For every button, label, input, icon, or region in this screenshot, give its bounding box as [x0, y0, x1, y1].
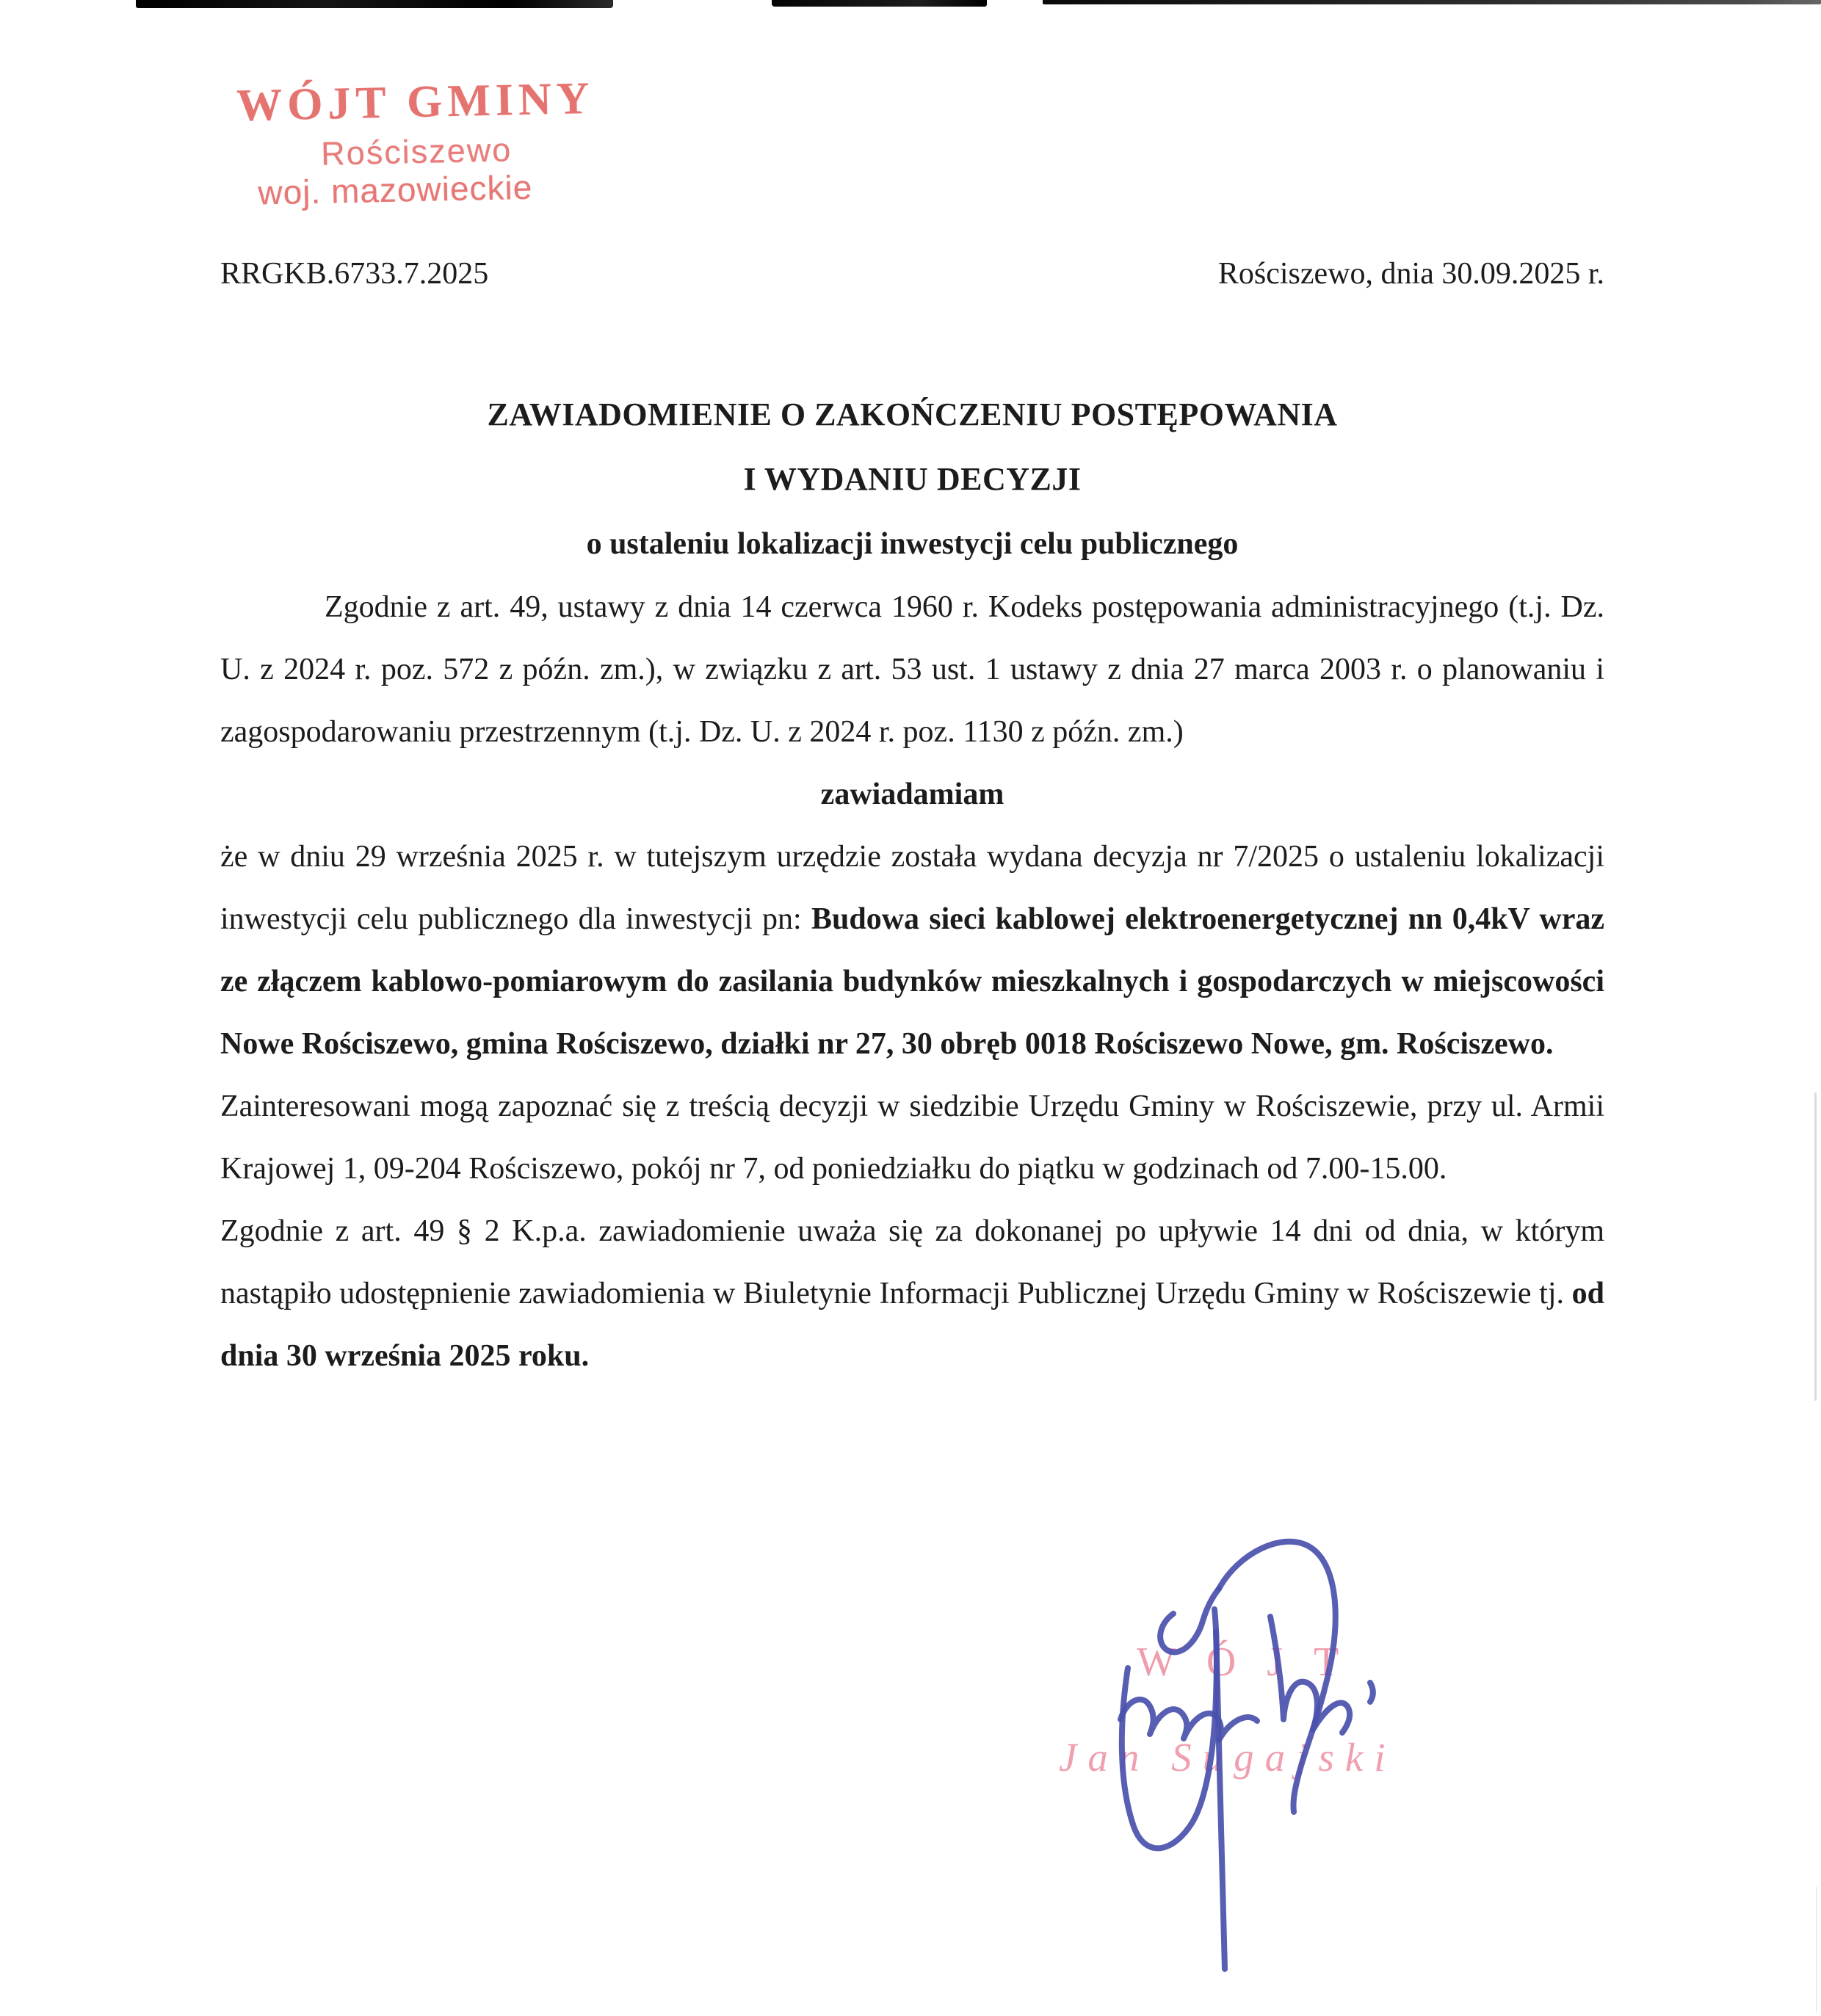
signer-name-stamp: Jan Sugajski — [1059, 1735, 1397, 1780]
document-title — [220, 382, 1604, 576]
handwritten-signature — [1050, 1527, 1564, 2016]
paragraph-decision-investment-name: Budowa sieci kablowej elektroenergetycznej nn 0,4kV wraz ze złączem kablowo-pomiarowym do zasilania budynków mieszkalnych i gospodarczych w miejscowości Nowe Rościszewo, gmina Rościszewo, działki nr 27, 30 obręb 0018 Rościszewo Nowe, gm. Rościszewo. — [220, 902, 1604, 1061]
title-line-2: I WYDANIU DECYZJI — [743, 461, 1082, 497]
scan-artifact-bar — [1043, 0, 1821, 4]
document-body — [0, 255, 1821, 1388]
paragraph-effective-date-bold: od dnia 30 września 2025 roku. — [220, 1277, 1604, 1373]
scan-artifact-edge-line — [1816, 1887, 1817, 2012]
case-reference-number: RRGKB.6733.7.2025 — [220, 257, 489, 291]
paragraph-effective-date-intro: Zgodnie z art. 49 § 2 K.p.a. zawiadomienie uważa się za dokonanej po upływie 14 dni od dnia, w którym nastąpiło udostępnienie zawiadomienia w Biuletynie Informacji Publicznej Urzędu Gminy w Rościszewie tj. — [220, 1214, 1604, 1310]
paragraph-effective-date — [220, 1200, 1604, 1388]
title-line-3: o ustaleniu lokalizacji inwestycji celu publicznego — [586, 527, 1239, 561]
stamp-municipality: Rościszewo — [320, 131, 513, 173]
reference-row — [220, 255, 1604, 293]
paragraph-availability: Zainteresowani mogą zapoznać się z treścią decyzji w siedzibie Urzędu Gminy w Rościszewie, przy ul. Armii Krajowej 1, 09-204 Rościszewo, pokój nr 7, od poniedziałku do piątku w godzinach od 7.00-15.00. — [220, 1089, 1604, 1186]
scan-artifact-bar — [772, 0, 987, 7]
title-line-1: ZAWIADOMIENIE O ZAKOŃCZENIU POSTĘPOWANIA — [487, 396, 1338, 432]
signature-block — [1050, 1527, 1564, 2016]
notice-keyword: zawiadamiam — [820, 777, 1004, 811]
stamp-voivodeship: woj. mazowieckie — [257, 167, 533, 212]
signer-title-stamp: WÓJT — [1137, 1639, 1370, 1685]
office-stamp — [209, 75, 623, 211]
paragraph-legal-basis: Zgodnie z art. 49, ustawy z dnia 14 czerwca 1960 r. Kodeks postępowania administracyjnego (t.j. Dz. U. z 2024 r. poz. 572 z późn. zm.), w związku z art. 53 ust. 1 ustawy z dnia 27 marca 2003 r. o planowaniu i zagospodarowaniu przestrzennym (t.j. Dz. U. z 2024 r. poz. 1130 z późn. zm.) — [220, 590, 1604, 749]
paragraph-decision-intro: że w dniu 29 września 2025 r. w tutejszym urzędzie została wydana decyzja nr 7/2025 o ustaleniu lokalizacji inwestycji celu publicznego dla inwestycji pn: — [220, 840, 1604, 936]
stamp-office-title: WÓJT GMINY — [236, 73, 595, 131]
scan-artifact-bar — [136, 0, 613, 8]
place-and-date: Rościszewo, dnia 30.09.2025 r. — [1217, 257, 1604, 291]
paragraph-decision — [220, 826, 1604, 1076]
